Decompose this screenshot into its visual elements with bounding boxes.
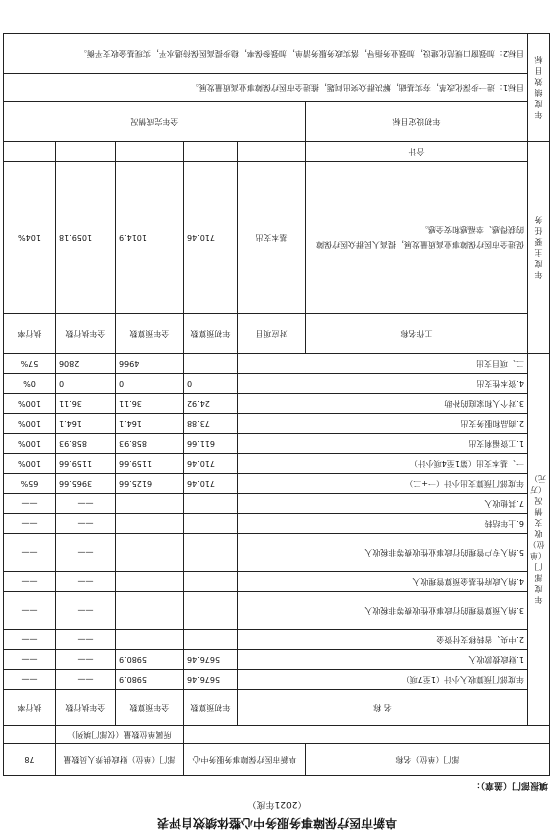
budget-row: 2.中央、省转移支付资金 —— —— xyxy=(4,630,550,650)
budget-col-rate: 执行率 xyxy=(4,690,56,726)
tasks-col-annual: 全年预算数 xyxy=(116,314,184,354)
budget-row: 年度部门预算收入小计（1至7项） 5676.46 5980.9 —— —— xyxy=(4,670,550,690)
budget-col-initial: 年初预算数 xyxy=(184,690,238,726)
info-row xyxy=(4,744,550,776)
budget-row: 二、项目支出 4966 2806 57% xyxy=(4,354,550,374)
goal-item xyxy=(4,74,528,102)
budget-col-name: 名 称 xyxy=(238,690,528,726)
budget-row: 6.上年结转 —— —— xyxy=(4,514,550,534)
goals-header-row xyxy=(4,102,550,142)
goal-label: 目标2： xyxy=(494,49,524,58)
evaluation-table xyxy=(3,33,550,776)
form-title: 阜新市医疗保障事务服务中心整体绩效自评表 xyxy=(157,816,398,830)
goal-row xyxy=(4,34,550,74)
sub-units-label: 所属单位数量（仅部门填列） xyxy=(56,726,184,744)
budget-row: 7.其他收入 —— —— xyxy=(4,494,550,514)
tasks-side-label: 年度主要任务 xyxy=(528,142,550,354)
budget-row: 年度部门预算支出小计（一+二） 710.46 6125.66 3965.66 65% xyxy=(4,474,550,494)
budget-row: 1.工资福利支出 611.66 858.93 858.93 100% xyxy=(4,434,550,454)
task-actual: 1014.9 xyxy=(116,162,184,314)
budget-row: 4.纳入政府性基金预算管理收入 —— —— xyxy=(4,572,550,592)
task-rate: 104% xyxy=(4,162,56,314)
filling-unit-label: 填报部门（盖章）： xyxy=(471,780,548,790)
tasks-total-label: 合计 xyxy=(306,142,528,162)
tasks-col-project: 对应项目 xyxy=(238,314,306,354)
tasks-total-row xyxy=(4,142,550,162)
goal-text: 加强窗口规范化建设，加强业务指导，落实政务服务清单，加强参保率，稳步提高医保待遇水平，实现基金收支平衡。 xyxy=(78,49,495,58)
goal-row xyxy=(4,74,550,102)
goal-text: 进一步深化改革，夯实基础，解决群众突出问题，推进全市医疗保障事业高质量发展。 xyxy=(190,83,495,92)
tasks-col-initial: 年初预算数 xyxy=(184,314,238,354)
budget-col-annual: 全年预算数 xyxy=(116,690,184,726)
budget-row: 2.商品和服务支出 73.88 164.1 164.1 100% xyxy=(4,414,550,434)
task-project: 基本支出 xyxy=(238,162,306,314)
sub-units-row xyxy=(4,726,550,744)
budget-header-row xyxy=(4,690,550,726)
dept-name-label: 部门（单位）名称 xyxy=(306,744,550,776)
goal-label: 目标1： xyxy=(494,83,524,92)
budget-row: 3.对个人和家庭的补助 24.92 36.11 36.11 100% xyxy=(4,394,550,414)
goals-col-initial: 年初设定目标 xyxy=(306,102,528,142)
task-row xyxy=(4,162,550,314)
task-budget: 710.46 xyxy=(184,162,238,314)
budget-row: 1.财政拨款收入 5676.46 5980.9 —— —— xyxy=(4,650,550,670)
budget-row: 一、基本支出（第1至4项小计） 710.46 1159.66 1159.66 100% xyxy=(4,454,550,474)
budget-row: 5.纳入专户管理的行政事业性收费等非税收入 —— —— xyxy=(4,534,550,572)
form-year: （2021年度） xyxy=(247,799,307,809)
tasks-col-rate: 执行率 xyxy=(4,314,56,354)
sub-units-value xyxy=(4,726,56,744)
goals-col-complete: 全年完成情况 xyxy=(4,102,306,142)
staff-count-value: 78 xyxy=(4,744,56,776)
staff-count-label: 部门（单位）财政供养人员数量 xyxy=(56,744,184,776)
tasks-header-row xyxy=(4,314,550,354)
budget-col-executed: 全年执行数 xyxy=(56,690,116,726)
goal-item xyxy=(4,34,528,74)
goals-side-label: 年度绩效目标 xyxy=(528,34,550,142)
dept-name-value: 阜新市医疗保障事务服务中心 xyxy=(184,744,306,776)
tasks-col-task: 工作名称 xyxy=(306,314,528,354)
task-name: 促进全市医疗保障事业高质量发展，提高人民群众医疗保障的获得感、幸福感和安全感。 xyxy=(306,162,528,314)
budget-side-label: 年度部门（单位）收支情况（万元） xyxy=(528,354,550,726)
task-exec: 1059.18 xyxy=(56,162,116,314)
budget-row: 4.资本性支出 0 0 0 0% xyxy=(4,374,550,394)
budget-row: 3.纳入预算管理的行政事业性收费等非税收入 —— —— xyxy=(4,592,550,630)
tasks-col-executed: 全年执行数 xyxy=(56,314,116,354)
